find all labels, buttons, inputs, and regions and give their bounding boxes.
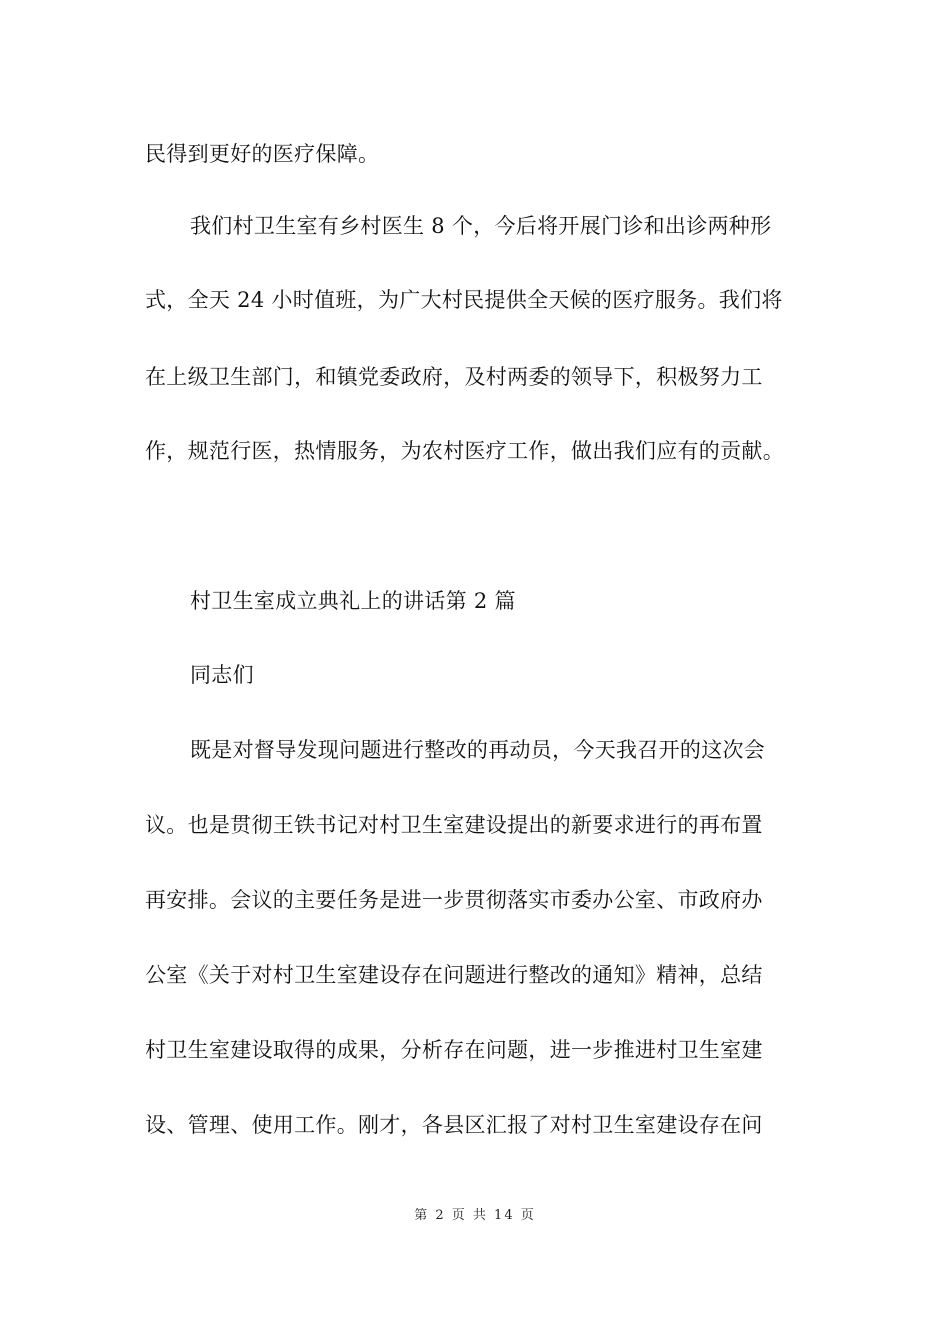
section-title: 村卫生室成立典礼上的讲话第 2 篇 [190,589,516,613]
paragraph-line-8: 再安排。会议的主要任务是进一步贯彻落实市委办公室、市政府办 [145,888,763,912]
page-number-footer: 第 2 页 共 14 页 [414,1208,536,1223]
paragraph-line-2: 我们村卫生室有乡村医生 8 个，今后将开展门诊和出诊两种形 [190,214,772,238]
paragraph-line-10: 村卫生室建设取得的成果，分析存在问题，进一步推进村卫生室建 [145,1038,763,1062]
paragraph-line-6: 既是对督导发现问题进行整改的再动员，今天我召开的这次会 [190,738,766,762]
salutation: 同志们 [190,663,254,687]
paragraph-line-1: 民得到更好的医疗保障。 [145,142,380,166]
paragraph-line-7: 议。也是贯彻王铁书记对村卫生室建设提出的新要求进行的再布置 [145,813,763,837]
paragraph-line-5: 作，规范行医，热情服务，为农村医疗工作，做出我们应有的贡献。 [145,439,784,463]
paragraph-line-3: 式，全天 24 小时值班，为广大村民提供全天候的医疗服务。我们将 [145,288,783,312]
paragraph-line-9: 公室《关于对村卫生室建设存在问题进行整改的通知》精神，总结 [145,963,763,987]
paragraph-line-4: 在上级卫生部门，和镇党委政府，及村两委的领导下，积极努力工 [145,365,763,389]
paragraph-line-11: 设、管理、使用工作。刚才，各县区汇报了对村卫生室建设存在问 [145,1113,763,1137]
